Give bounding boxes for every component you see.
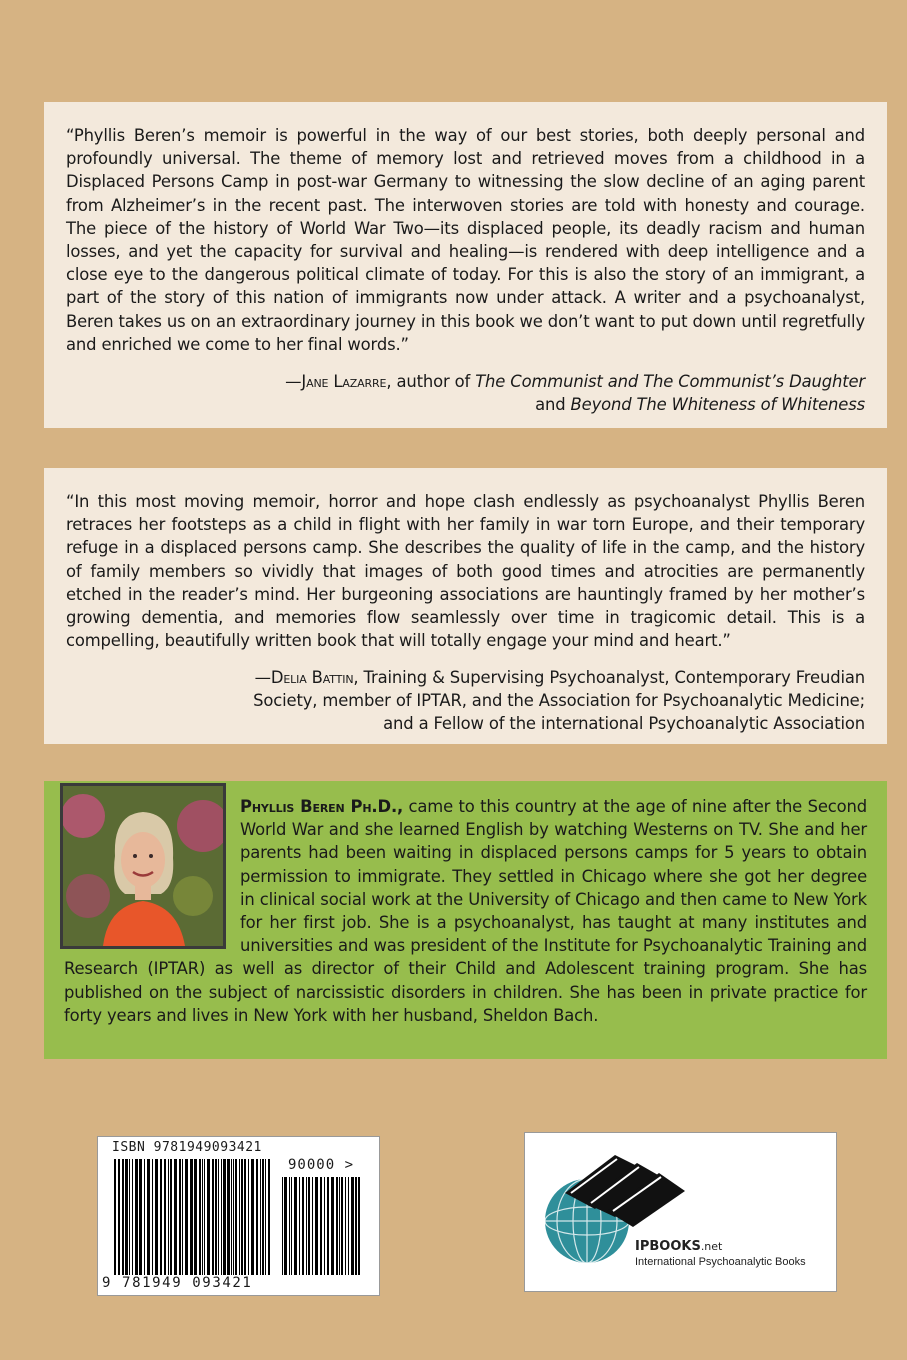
author-name: Jane Lazarre	[301, 372, 387, 392]
author-bio-panel	[44, 781, 887, 1059]
quote-text: “Phyllis Beren’s memoir is powerful in the way of our best stories, both deeply personal and profoundly universal. The theme of memory lost and retrieved moves from a childhood in a Displaced Persons Camp in post-war Germany to witnessing the slow decline of an aging parent from Alzheimer’s in the recent past. The interwoven stories are told with honesty and courage. The piece of the history of World War Two—its displaced people, its deadly racism and human losses, and yet the capacity for survival and healing—is rendered with deep intelligence and a close eye to the dangerous political climate of today. For this is also the story of an immigrant, a part of the story of this nation of immigrants now under attack. A writer and a psychoanalyst, Beren takes us on an extraordinary journey in this book we don’t want to put down until regretfully and enriched we come to her final words.”	[66, 126, 865, 354]
price-code: 90000 >	[288, 1157, 355, 1173]
author-photo	[60, 783, 226, 949]
barcode-bars	[98, 1137, 381, 1297]
book-title: The Communist and The Communist’s Daughter	[475, 372, 865, 392]
isbn-label: ISBN 9781949093421	[112, 1140, 262, 1155]
barcode-digits: 9 781949 093421	[102, 1275, 253, 1291]
bio-text: came to this country at the age of nine after the Second World War and she learned English by watching Westerns on TV. She and her parents had been waiting in displaced persons camps for 5 years to obtain permission to immigrate. They settled in Chicago where she got her degree in clinical social work at the University of Chicago and then came to New York for her first job. She is a psychoanalyst, has taught at many institutes and universities and was president of the Institute for Psychoanalytic Training and Research (IPTAR) as well as director of their Child and Adolescent training program. She has published on the subject of narcissistic disorders in children. She has been in private practice for forty years and lives in New York with her husband, Sheldon Bach.	[64, 797, 867, 1025]
author-name: Delia Battin	[270, 668, 354, 688]
quote-text: “In this most moving memoir, horror and hope clash endlessly as psychoanalyst Phyllis Beren retraces her footsteps as a child in flight with her family in war torn Europe, and their temporary refuge in a displaced persons camp. She describes the quality of life in the camp, and the history of family members so vividly that images of both good times and atrocities are permanently etched in the reader’s mind. Her burgeoning associations are hauntingly framed by her mother’s growing dementia, and memories flow seamlessly over time in tragicomic detail. This is a compelling, beautifully written book that will totally engage your mind and heart.”	[66, 492, 865, 651]
quote-panel-battin	[44, 468, 887, 744]
book-title: Beyond The Whiteness of Whiteness	[570, 395, 865, 415]
isbn-barcode	[97, 1136, 380, 1296]
author-portrait-illustration	[63, 786, 223, 946]
publisher-name: IPBOOKS.net	[635, 1239, 723, 1254]
publisher-tagline: International Psychoanalytic Books	[635, 1256, 806, 1268]
publisher-books-logo-icon	[525, 1133, 838, 1293]
quote-attribution: —Delia Battin, Training & Supervising Psychoanalyst, Contemporary Freudian Society, member of IPTAR, and the Association for Psychoanalytic Medicine; and a Fellow of the international Psychoanalytic Association	[253, 668, 865, 734]
publisher-logo-box	[524, 1132, 837, 1292]
quote-attribution: —Jane Lazarre, author of The Communist and The Communist’s Daughter and Beyond The Whiteness of Whiteness	[285, 372, 865, 415]
bio-author-name: Phyllis Beren Ph.D.,	[240, 797, 404, 816]
quote-panel-lazarre	[44, 102, 887, 428]
